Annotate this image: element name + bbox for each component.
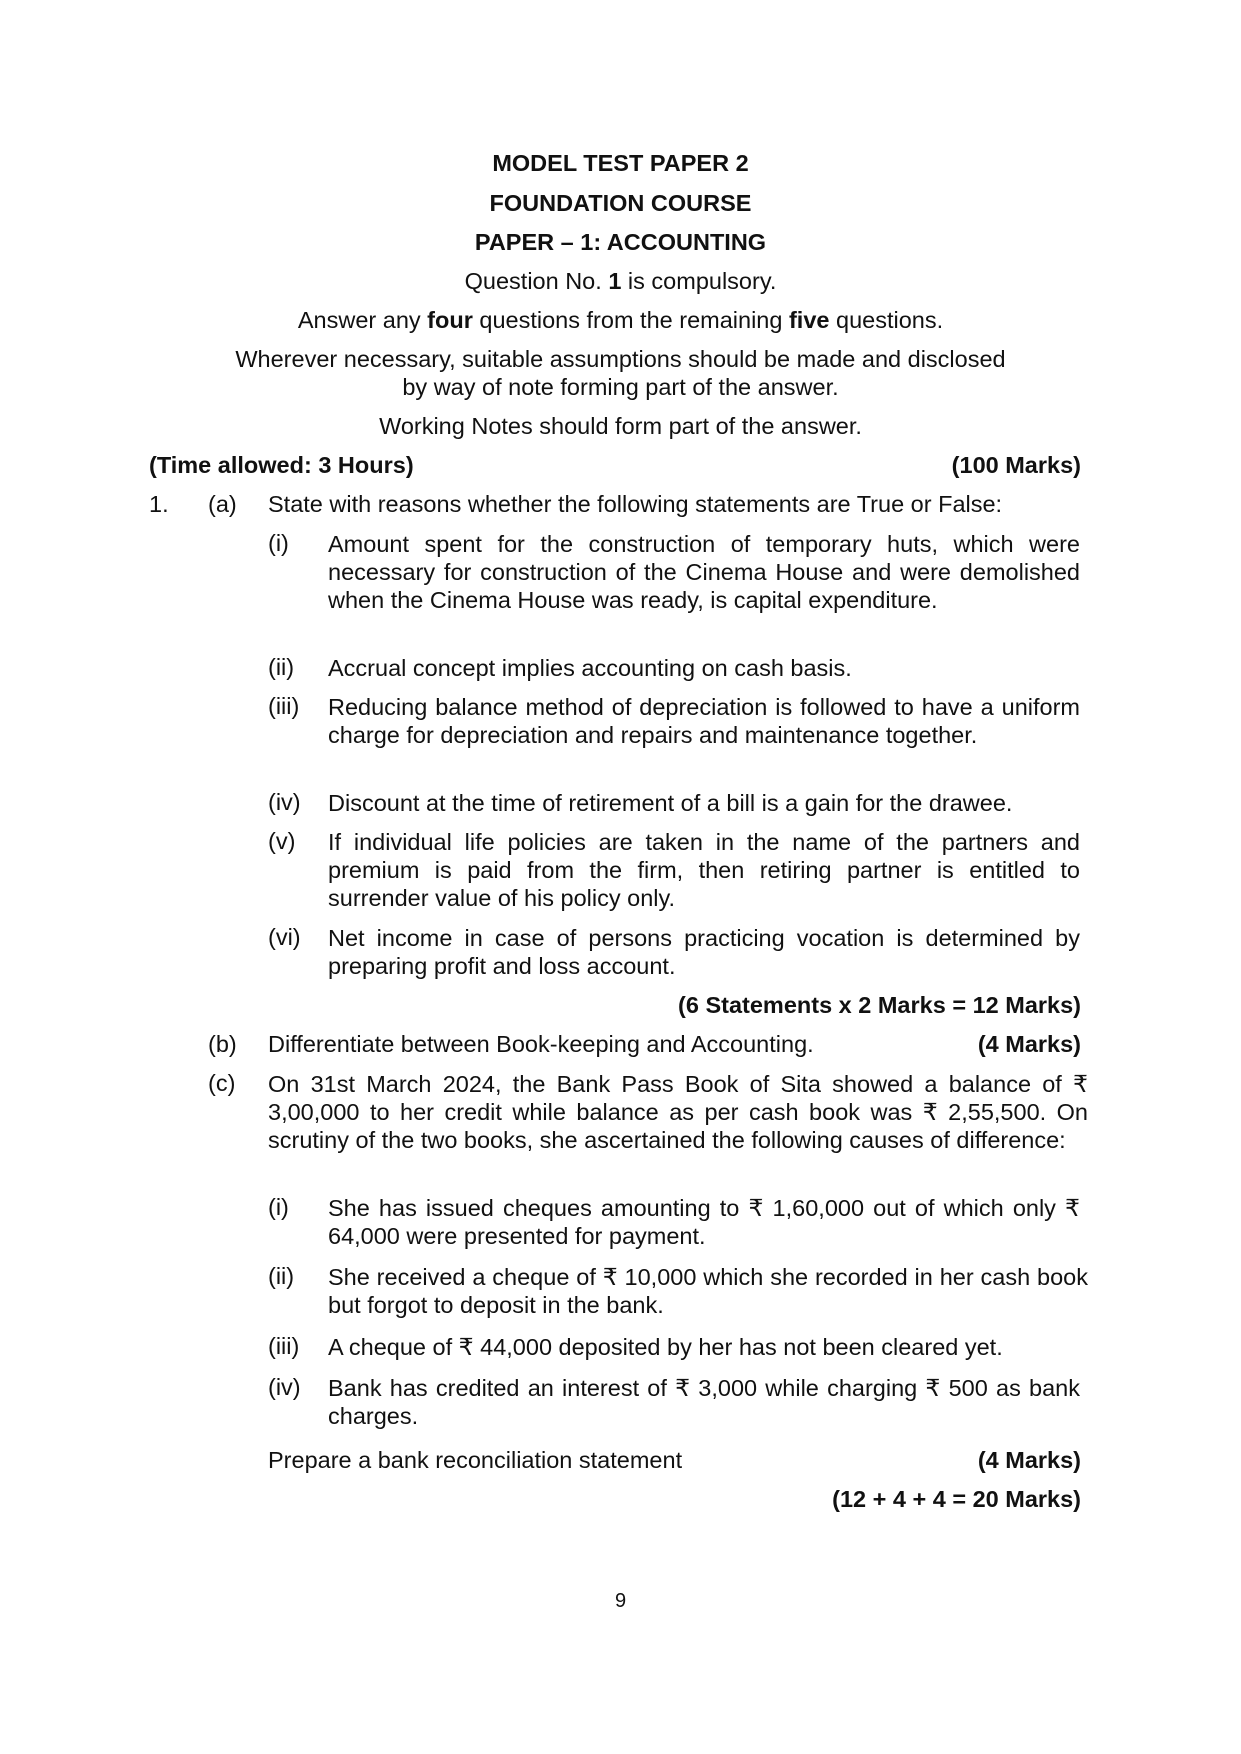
time-allowed: (Time allowed: 3 Hours) (149, 452, 414, 478)
statement-text: Amount spent for the construction of temporary huts, which were necessary for construction of the Cinema House and were demolished when the Cinema House was ready, is capital expenditure. (328, 531, 1080, 613)
cause-label: (iii) (268, 1333, 300, 1359)
course-title: FOUNDATION COURSE (489, 190, 752, 216)
page-number: 9 (614, 1590, 627, 1612)
statement-text: If individual life policies are taken in the name of the partners and premium is paid from the firm, then retiring partner is entitled to surrender value of his policy only. (328, 829, 1080, 911)
cause-text: A cheque of ₹ 44,000 deposited by her has not been cleared yet. (328, 1334, 1003, 1360)
part-b-label: (b) (208, 1031, 237, 1057)
question-number: 1. (149, 491, 169, 517)
paper-subject: PAPER – 1: ACCOUNTING (474, 229, 767, 255)
part-c-text: On 31st March 2024, the Bank Pass Book of Sita showed a balance of ₹ 3,00,000 to her credit while balance as per cash book was ₹ 2,55,500. On scrutiny of the two books, she ascertained the following causes of difference: (268, 1071, 1088, 1153)
cause-label: (ii) (268, 1263, 295, 1289)
statement-text: Net income in case of persons practicing vocation is determined by preparing profit and loss account. (328, 925, 1080, 979)
prepare-instruction: Prepare a bank reconciliation statement (268, 1447, 683, 1473)
part-a-label: (a) (208, 491, 237, 517)
part-b-text: Differentiate between Book-keeping and Accounting. (268, 1031, 814, 1057)
statement-label: (vi) (268, 924, 301, 950)
cause-label: (i) (268, 1194, 289, 1220)
statement-text: Reducing balance method of depreciation is followed to have a uniform charge for depreciation and repairs and maintenance together. (328, 694, 1080, 748)
statement-label: (v) (268, 828, 296, 854)
statement-text: Discount at the time of retirement of a bill is a gain for the drawee. (328, 790, 1013, 816)
cause-text: Bank has credited an interest of ₹ 3,000 while charging ₹ 500 as bank charges. (328, 1375, 1080, 1429)
statement-label: (iv) (268, 789, 301, 815)
paper-title: MODEL TEST PAPER 2 (492, 150, 749, 176)
part-a-text: State with reasons whether the following statements are True or False: (268, 491, 1003, 517)
statement-label: (iii) (268, 693, 300, 719)
part-b-marks: (4 Marks) (977, 1031, 1081, 1057)
statement-text: Accrual concept implies accounting on cash basis. (328, 655, 852, 681)
assumptions-instruction-line2: by way of note forming part of the answer. (402, 374, 839, 400)
cause-text: She has issued cheques amounting to ₹ 1,60,000 out of which only ₹ 64,000 were presented for payment. (328, 1195, 1080, 1249)
part-c-label: (c) (208, 1070, 236, 1096)
total-marks: (100 Marks) (951, 452, 1081, 478)
working-notes-instruction: Working Notes should form part of the answer. (379, 413, 862, 439)
part-c-marks: (4 Marks) (977, 1447, 1081, 1473)
part-a-marks: (6 Statements x 2 Marks = 12 Marks) (678, 992, 1081, 1018)
statement-label: (i) (268, 530, 289, 556)
statement-label: (ii) (268, 654, 295, 680)
cause-label: (iv) (268, 1374, 301, 1400)
cause-text: She received a cheque of ₹ 10,000 which she recorded in her cash book but forgot to deposit in the bank. (328, 1264, 1088, 1318)
assumptions-instruction-line1: Wherever necessary, suitable assumptions should be made and disclosed (235, 346, 1006, 372)
compulsory-instruction: Question No. 1 is compulsory. (464, 268, 777, 294)
answer-instruction: Answer any four questions from the remaining five questions. (297, 307, 944, 333)
question-total-marks: (12 + 4 + 4 = 20 Marks) (832, 1486, 1081, 1512)
